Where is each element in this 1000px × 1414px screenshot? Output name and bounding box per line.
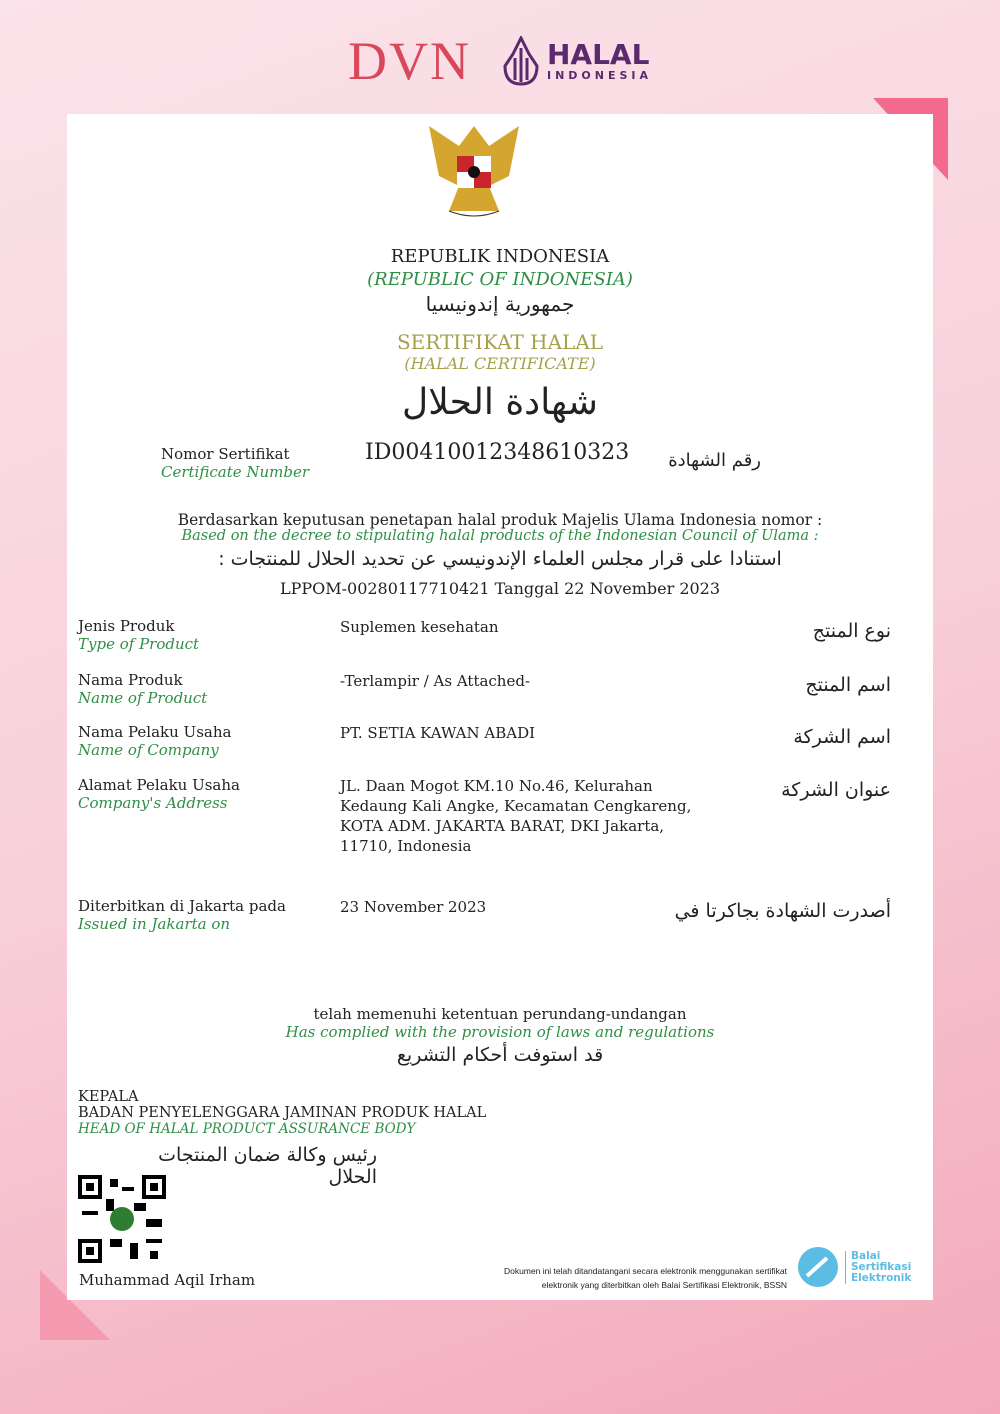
field-label (78, 723, 231, 759)
field-value: Suplemen kesehatan (340, 618, 499, 636)
halal-title: HALAL (546, 37, 650, 71)
decree-id: Berdasarkan keputusan penetapan halal produk Majelis Ulama Indonesia nomor : (177, 511, 823, 529)
bsre-logo (797, 1246, 911, 1288)
compliance-en: Has complied with the provision of laws and regulations (285, 1023, 715, 1041)
signer-name: Muhammad Aqil Irham (79, 1271, 256, 1289)
field-label (78, 617, 199, 653)
field-label (78, 671, 207, 707)
certificate-title-ar: شهادة الحلال (402, 382, 598, 423)
signer-agency-ar: رئيس وكالة ضمان المنتجات الحلال (158, 1144, 377, 1188)
label-en: Company's Address (78, 794, 228, 812)
country-name: REPUBLIK INDONESIA (390, 246, 610, 267)
signer-agency: BADAN PENYELENGGARA JAMINAN PRODUK HALAL (78, 1105, 487, 1121)
label-en: Type of Product (78, 635, 200, 653)
certificate-title-en: (HALAL CERTIFICATE) (404, 354, 596, 373)
label-en: Name of Product (78, 689, 208, 707)
country-name-ar: جمهورية إندونيسيا (425, 292, 575, 316)
compliance-id: telah memenuhi ketentuan perundang-undangan (313, 1005, 687, 1023)
field-label-ar: نوع المنتج (812, 620, 891, 642)
e-signature-note (427, 1264, 787, 1292)
qr-code-icon[interactable] (78, 1175, 166, 1263)
decree-en: Based on the decree to stipulating halal products of the Indonesian Council of Ulama : (181, 528, 819, 544)
signer-agency-en: HEAD OF HALAL PRODUCT ASSURANCE BODY (78, 1121, 416, 1137)
signer-title: KEPALA (78, 1089, 139, 1105)
field-label (78, 897, 286, 933)
bsre-text: Sertifikasi (851, 1260, 912, 1273)
label-en: Certificate Number (161, 463, 310, 481)
halal-icon (501, 36, 541, 86)
field-label (78, 776, 240, 812)
label-en: Name of Company (78, 741, 219, 759)
field-value: 23 November 2023 (340, 898, 487, 916)
cert-number-value: ID00410012348610323 (365, 440, 630, 465)
garuda-emblem-icon (419, 116, 529, 226)
decree-number: LPPOM-00280117710421 Tanggal 22 November 2023 (279, 579, 721, 598)
field-label-ar: اسم الشركة (793, 726, 891, 748)
label-en: Issued in Jakarta on (78, 915, 231, 933)
halal-indonesia-logo (501, 36, 652, 86)
dvn-logo: DVN (347, 31, 471, 91)
logo-bar (0, 30, 1000, 92)
bsre-icon (797, 1246, 839, 1288)
field-value: -Terlampir / As Attached- (340, 672, 531, 690)
label-id: Jenis Produk (78, 617, 175, 635)
bsre-text: Elektronik (851, 1271, 912, 1284)
signer-block (78, 1089, 486, 1137)
certificate (67, 114, 933, 1300)
note-line: elektronik yang diterbitkan oleh Balai Sertifikasi Elektronik, BSSN (541, 1280, 787, 1290)
label-id: Nomor Sertifikat (161, 445, 290, 463)
certificate-title: SERTIFIKAT HALAL (396, 330, 604, 354)
field-label-ar: أصدرت الشهادة بجاكرتا في (674, 900, 891, 922)
field-label-ar: عنوان الشركة (781, 779, 891, 801)
label-id: Nama Produk (78, 671, 183, 689)
note-line: Dokumen ini telah ditandatangani secara elektronik menggunakan sertifikat (503, 1266, 787, 1276)
field-value: JL. Daan Mogot KM.10 No.46, Kelurahan Kedaung Kali Angke, Kecamatan Cengkareng, KOTA ADM. JAKARTA BARAT, DKI Jakarta, 11710, Indonesia (340, 777, 692, 855)
cert-number-label (161, 445, 309, 481)
label-id: Diterbitkan di Jakarta pada (78, 897, 286, 915)
label-id: Alamat Pelaku Usaha (78, 776, 240, 794)
field-label-ar: اسم المنتج (805, 674, 891, 696)
country-name-en: (REPUBLIC OF INDONESIA) (367, 269, 633, 290)
halal-sub: INDONESIA (546, 68, 653, 82)
bsre-text: Balai (851, 1249, 881, 1262)
field-value: PT. SETIA KAWAN ABADI (340, 724, 536, 742)
decree-ar: استنادا على قرار مجلس العلماء الإندونيسي عن تحديد الحلال للمنتجات : (218, 548, 782, 570)
compliance-ar: قد استوفت أحكام التشريع (396, 1044, 604, 1066)
label-id: Nama Pelaku Usaha (78, 723, 232, 741)
cert-number-label-ar: رقم الشهادة (668, 450, 761, 471)
